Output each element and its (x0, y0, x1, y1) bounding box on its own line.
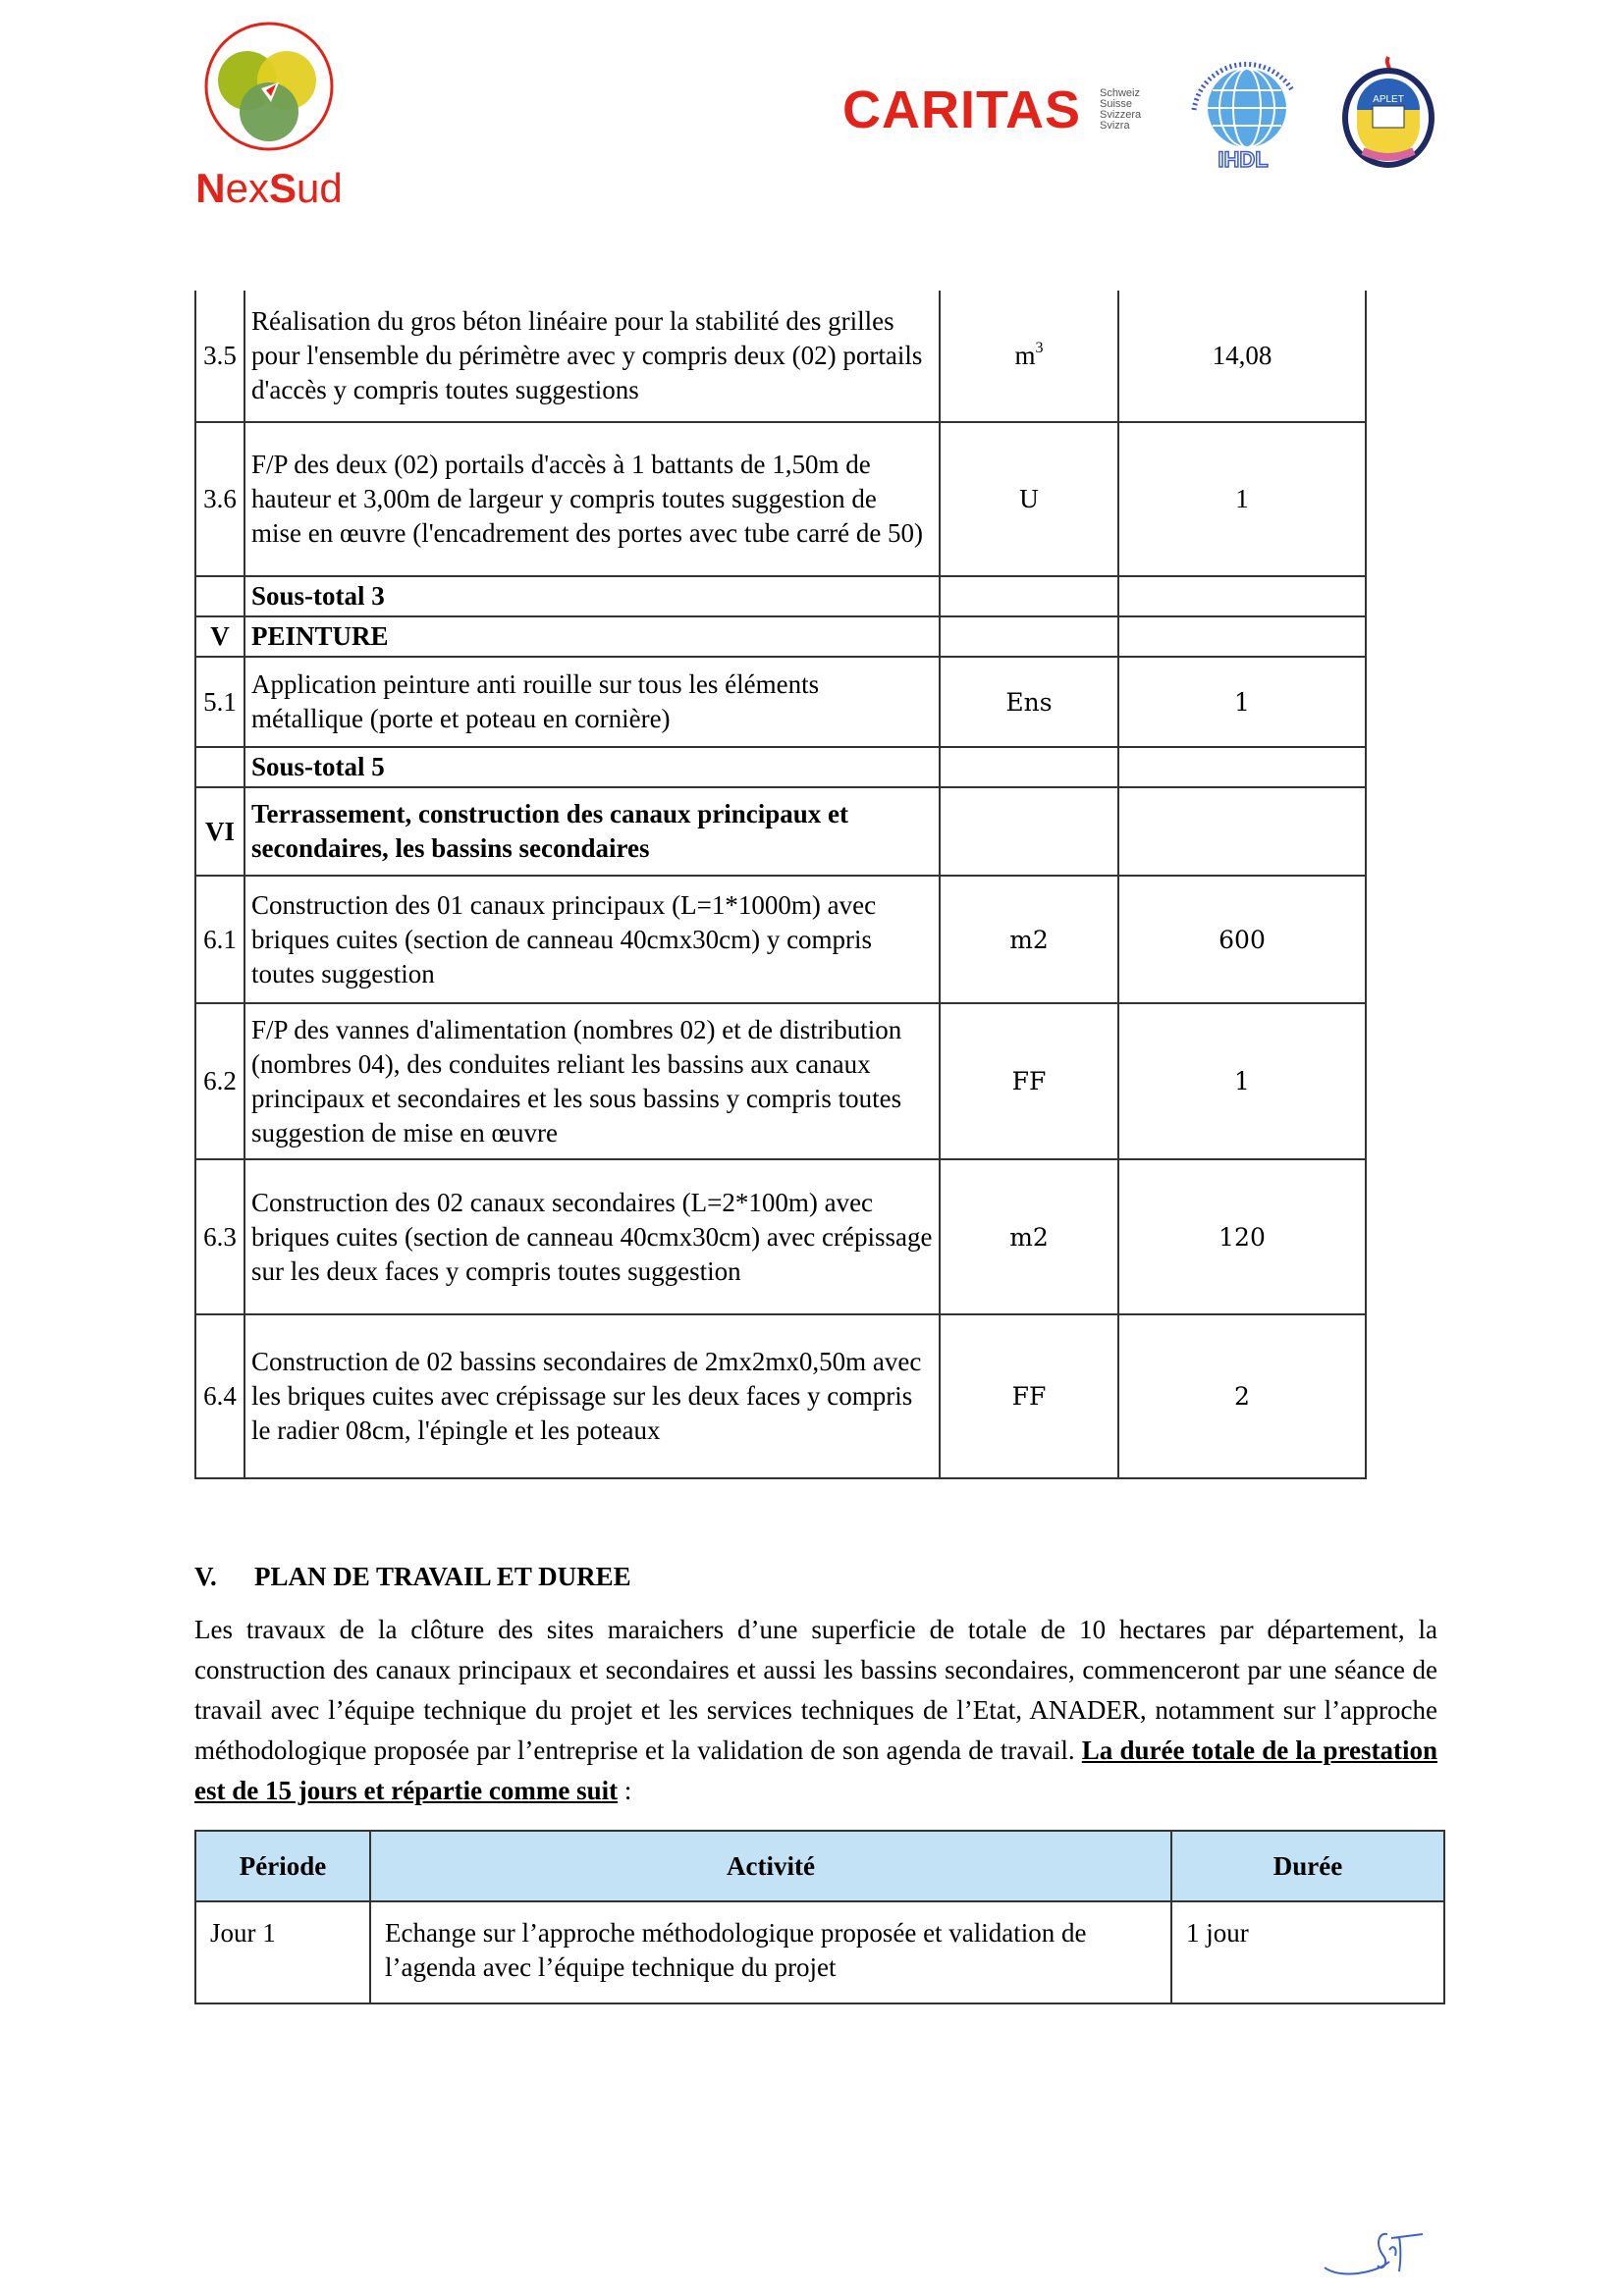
unit-superscript: 3 (1035, 340, 1044, 356)
table-row (195, 1901, 1444, 2003)
table-row (195, 1003, 1366, 1159)
nexsud-emblem-icon (192, 20, 346, 206)
item-quantity: 1 (1118, 1003, 1366, 1159)
subtotal-label: Sous-total 3 (244, 576, 940, 616)
section-numeral: V. (194, 1562, 217, 1591)
ihdl-acronym: IHDL (1218, 147, 1269, 171)
item-quantity (1118, 787, 1366, 876)
item-description: Application peinture anti rouille sur tous les éléments métallique (porte et poteau en cornière) (244, 657, 940, 747)
column-header-duree: Durée (1171, 1831, 1444, 1901)
item-description: F/P des deux (02) portails d'accès à 1 battants de 1,50m de hauteur et 3,00m de largeur y compris toutes suggestion de mise en œuvre (l'encadrement des portes avec tube carré de 50) (244, 422, 940, 576)
table-row (195, 291, 1366, 422)
caritas-countries (1100, 88, 1141, 132)
item-quantity: 1 (1118, 657, 1366, 747)
item-unit: U (940, 422, 1118, 576)
signature-icon (1321, 2226, 1429, 2279)
item-description: Construction des 01 canaux principaux (L=1*1000m) avec briques cuites (section de canneau 40cmx30cm) y compris toutes suggestion (244, 876, 940, 1003)
cell-periode: Jour 1 (195, 1901, 370, 2003)
item-number: 5.1 (195, 657, 244, 747)
item-number: 6.2 (195, 1003, 244, 1159)
paragraph-emphasis: La durée totale de la prestation est de 15 jours et répartie comme suit (194, 1735, 1438, 1805)
item-quantity: 1 (1118, 422, 1366, 576)
item-unit (940, 616, 1118, 657)
section-number: VI (195, 787, 244, 876)
item-number: 6.3 (195, 1159, 244, 1314)
item-description: Construction de 02 bassins secondaires de 2mx2mx0,50m avec les briques cuites avec crépissage sur les deux faces y compris le radier 08cm, l'épingle et les poteaux (244, 1314, 940, 1478)
quantity-table (194, 291, 1367, 1479)
item-unit: FF (940, 1314, 1118, 1478)
subtotal-row (195, 747, 1366, 787)
item-unit: FF (940, 1003, 1118, 1159)
item-quantity: 2 (1118, 1314, 1366, 1478)
item-number: 3.6 (195, 422, 244, 576)
signature (1321, 2226, 1429, 2279)
item-unit: m2 (940, 1159, 1118, 1314)
item-quantity (1118, 616, 1366, 657)
item-number (195, 576, 244, 616)
caritas-subline: Svizra (1100, 120, 1130, 132)
item-unit (940, 787, 1118, 876)
table-row (195, 1314, 1366, 1478)
table-row (195, 876, 1366, 1003)
paragraph-text: Les travaux de la clôture des sites maraichers d’une superficie de totale de 10 hectares par département, la construction des canaux principaux et secondaires et aussi les bassins secondaires, commenceront par une séance de travail avec l’équipe technique du projet et les services techniques de l’Etat, ANADER, notamment sur l’approche méthodologique proposée par l’entreprise et la validation de son agenda de travail. (194, 1615, 1437, 1765)
item-unit: Ens (940, 657, 1118, 747)
aplet-emblem-icon (1333, 53, 1443, 171)
caritas-subline: Svizzera (1100, 109, 1142, 121)
caritas-subline: Schweiz (1100, 87, 1140, 99)
item-number: 3.5 (195, 291, 244, 422)
item-unit: m2 (940, 876, 1118, 1003)
column-header-activite: Activité (370, 1831, 1171, 1901)
subtotal-row (195, 576, 1366, 616)
section-title: Terrassement, construction des canaux principaux et secondaires, les bassins secondaires (244, 787, 940, 876)
work-plan-table (194, 1830, 1445, 2004)
aplet-logo (1333, 53, 1443, 171)
unit-text: m (1014, 341, 1036, 370)
paragraph-trailing: : (618, 1776, 632, 1805)
table-row (195, 1159, 1366, 1314)
caritas-subline: Suisse (1100, 98, 1133, 110)
item-quantity: 14,08 (1118, 291, 1366, 422)
subtotal-label: Sous-total 5 (244, 747, 940, 787)
item-quantity: 600 (1118, 876, 1366, 1003)
cell-duree: 1 jour (1171, 1901, 1444, 2003)
table-row (195, 657, 1366, 747)
item-number (195, 747, 244, 787)
aplet-acronym: APLET (1373, 94, 1404, 105)
section-heading (194, 1559, 631, 1594)
section-row (195, 616, 1366, 657)
globe-icon (1186, 51, 1302, 171)
item-quantity (1118, 747, 1366, 787)
item-number: 6.4 (195, 1314, 244, 1478)
item-unit (940, 747, 1118, 787)
table-header-row (195, 1831, 1444, 1901)
section-title: PEINTURE (244, 616, 940, 657)
nexsud-logo (192, 20, 346, 206)
body-paragraph (194, 1610, 1437, 1811)
cell-activite: Echange sur l’approche méthodologique proposée et validation de l’agenda avec l’équipe technique du projet (370, 1901, 1171, 2003)
item-number: 6.1 (195, 876, 244, 1003)
section-number: V (195, 616, 244, 657)
table-row (195, 422, 1366, 576)
nexsud-wordmark: NexSud (195, 165, 343, 206)
item-description: Réalisation du gros béton linéaire pour la stabilité des grilles pour l'ensemble du périmètre avec y compris deux (02) portails d'accès y compris toutes suggestions (244, 291, 940, 422)
section-title-text: PLAN DE TRAVAIL ET DUREE (254, 1562, 631, 1591)
item-quantity: 120 (1118, 1159, 1366, 1314)
item-description: F/P des vannes d'alimentation (nombres 02) et de distribution (nombres 04), des conduites reliant les bassins aux canaux principaux et secondaires et les sous bassins y compris toutes suggestion de mise en œuvre (244, 1003, 940, 1159)
item-unit (940, 291, 1118, 422)
item-description: Construction des 02 canaux secondaires (L=2*100m) avec briques cuites (section de canneau 40cmx30cm) avec crépissage sur les deux faces y compris toutes suggestion (244, 1159, 940, 1314)
item-quantity (1118, 576, 1366, 616)
item-unit (940, 576, 1118, 616)
column-header-periode: Période (195, 1831, 370, 1901)
section-row (195, 787, 1366, 876)
ihdl-logo (1186, 51, 1302, 171)
caritas-wordmark: CARITAS (842, 80, 1081, 139)
